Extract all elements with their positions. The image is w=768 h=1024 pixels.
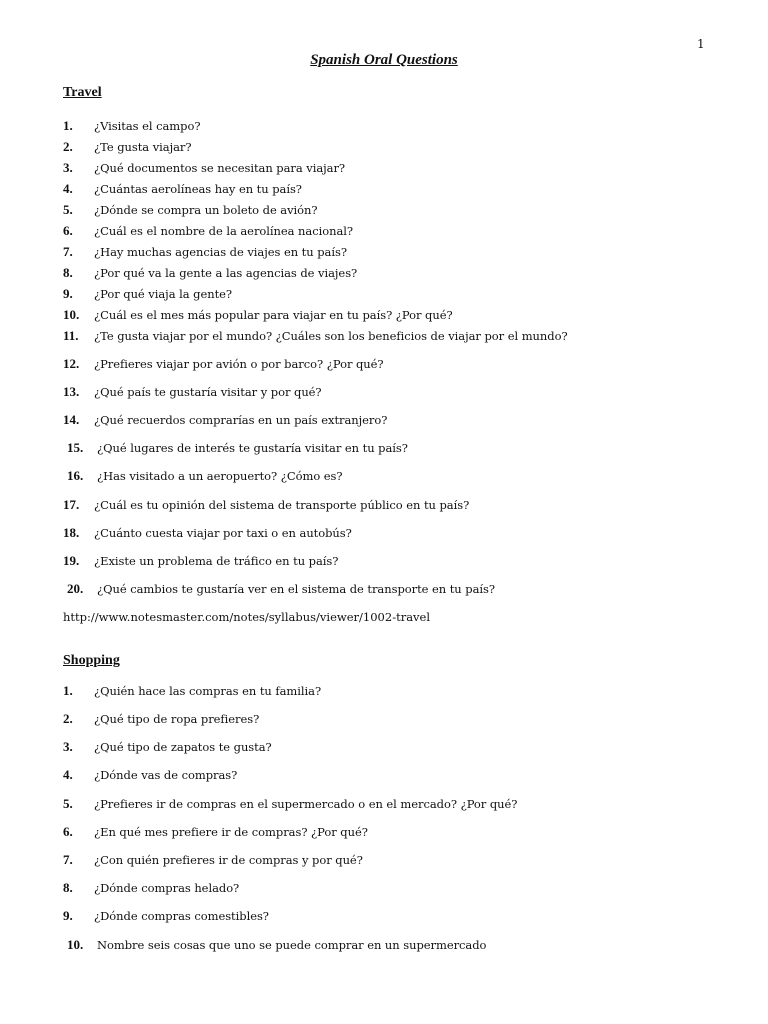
question-text: ¿Cuánto cuesta viajar por taxi o en autobús? <box>94 526 352 540</box>
question-number: 14. <box>63 412 80 427</box>
list-item <box>0 117 768 135</box>
list-item <box>0 710 768 728</box>
question-text: ¿Qué documentos se necesitan para viajar? <box>94 161 346 175</box>
list-item <box>0 180 768 198</box>
question-number: 10. <box>67 937 84 952</box>
question-number: 16. <box>67 468 84 483</box>
question-text: ¿Prefieres viajar por avión o por barco? ¿Por qué? <box>94 357 384 371</box>
question-number: 6. <box>63 824 73 839</box>
question-text: ¿Cuál es el nombre de la aerolínea nacional? <box>94 224 354 238</box>
question-text: ¿Qué tipo de ropa prefieres? <box>94 712 260 726</box>
question-number: 4. <box>63 181 73 196</box>
question-number: 10. <box>63 307 80 322</box>
list-item <box>0 327 768 345</box>
question-number: 3. <box>63 739 73 754</box>
list-item <box>0 795 768 813</box>
question-text: ¿Te gusta viajar por el mundo? ¿Cuáles son los beneficios de viajar por el mundo? <box>94 329 568 343</box>
question-number: 6. <box>63 223 73 238</box>
question-number: 5. <box>63 796 73 811</box>
question-text: Nombre seis cosas que uno se puede comprar en un supermercado <box>97 938 487 952</box>
question-number: 13. <box>63 384 80 399</box>
list-item <box>0 201 768 219</box>
question-text: ¿Qué recuerdos comprarías en un país extranjero? <box>94 413 388 427</box>
question-number: 2. <box>63 711 73 726</box>
question-number: 4. <box>63 767 73 782</box>
list-item <box>0 222 768 240</box>
question-number: 9. <box>63 286 73 301</box>
list-item <box>0 552 768 570</box>
list-item <box>0 439 768 457</box>
question-number: 1. <box>63 118 73 133</box>
question-text: ¿Quién hace las compras en tu familia? <box>94 684 322 698</box>
question-number: 3. <box>63 160 73 175</box>
question-number: 7. <box>63 244 73 259</box>
source-link[interactable]: http://www.notesmaster.com/notes/syllabus/viewer/1002-travel <box>63 610 431 624</box>
list-item <box>0 138 768 156</box>
list-item <box>0 496 768 514</box>
question-number: 15. <box>67 440 84 455</box>
list-item <box>0 243 768 261</box>
question-number: 11. <box>63 328 79 343</box>
question-number: 1. <box>63 683 73 698</box>
list-item <box>0 936 768 954</box>
question-text: ¿Qué país te gustaría visitar y por qué? <box>94 385 322 399</box>
list-item <box>0 524 768 542</box>
list-item <box>0 467 768 485</box>
question-number: 18. <box>63 525 80 540</box>
list-item <box>0 306 768 324</box>
question-number: 19. <box>63 553 80 568</box>
question-number: 8. <box>63 265 73 280</box>
document-title: Spanish Oral Questions <box>310 52 458 68</box>
question-text: ¿Dónde vas de compras? <box>94 768 238 782</box>
question-text: ¿Te gusta viajar? <box>94 140 192 154</box>
question-text: ¿Dónde compras comestibles? <box>94 909 269 923</box>
question-text: ¿Has visitado a un aeropuerto? ¿Cómo es? <box>97 469 343 483</box>
list-item <box>0 907 768 925</box>
list-item <box>0 355 768 373</box>
question-text: ¿Qué cambios te gustaría ver en el sistema de transporte en tu país? <box>97 582 495 596</box>
list-item <box>0 682 768 700</box>
list-item <box>0 738 768 756</box>
question-text: ¿Con quién prefieres ir de compras y por qué? <box>94 853 363 867</box>
question-number: 5. <box>63 202 73 217</box>
question-number: 9. <box>63 908 73 923</box>
shopping-heading: Shopping <box>63 653 120 668</box>
list-item <box>0 766 768 784</box>
list-item <box>0 285 768 303</box>
question-text: ¿Hay muchas agencias de viajes en tu país? <box>94 245 347 259</box>
question-text: ¿Por qué viaja la gente? <box>94 287 233 301</box>
question-text: ¿Qué tipo de zapatos te gusta? <box>94 740 272 754</box>
question-text: ¿Cuál es tu opinión del sistema de transporte público en tu país? <box>94 498 470 512</box>
question-text: ¿Prefieres ir de compras en el supermercado o en el mercado? ¿Por qué? <box>94 797 518 811</box>
question-text: ¿Qué lugares de interés te gustaría visitar en tu país? <box>97 441 408 455</box>
question-text: ¿Cuántas aerolíneas hay en tu país? <box>94 182 302 196</box>
list-item <box>0 580 768 598</box>
question-text: ¿Dónde se compra un boleto de avión? <box>94 203 318 217</box>
question-number: 8. <box>63 880 73 895</box>
list-item <box>0 823 768 841</box>
list-item <box>0 411 768 429</box>
question-number: 20. <box>67 581 84 596</box>
question-number: 17. <box>63 497 80 512</box>
list-item <box>0 264 768 282</box>
list-item <box>0 159 768 177</box>
question-text: ¿Cuál es el mes más popular para viajar en tu país? ¿Por qué? <box>94 308 453 322</box>
list-item <box>0 851 768 869</box>
question-text: ¿En qué mes prefiere ir de compras? ¿Por qué? <box>94 825 368 839</box>
question-number: 12. <box>63 356 80 371</box>
question-text: ¿Por qué va la gente a las agencias de viajes? <box>94 266 358 280</box>
question-text: ¿Visitas el campo? <box>94 119 201 133</box>
question-text: ¿Existe un problema de tráfico en tu país? <box>94 554 339 568</box>
travel-heading: Travel <box>63 85 102 100</box>
list-item <box>0 383 768 401</box>
question-number: 7. <box>63 852 73 867</box>
question-text: ¿Dónde compras helado? <box>94 881 240 895</box>
question-number: 2. <box>63 139 73 154</box>
page-number: 1 <box>697 37 705 51</box>
list-item <box>0 879 768 897</box>
